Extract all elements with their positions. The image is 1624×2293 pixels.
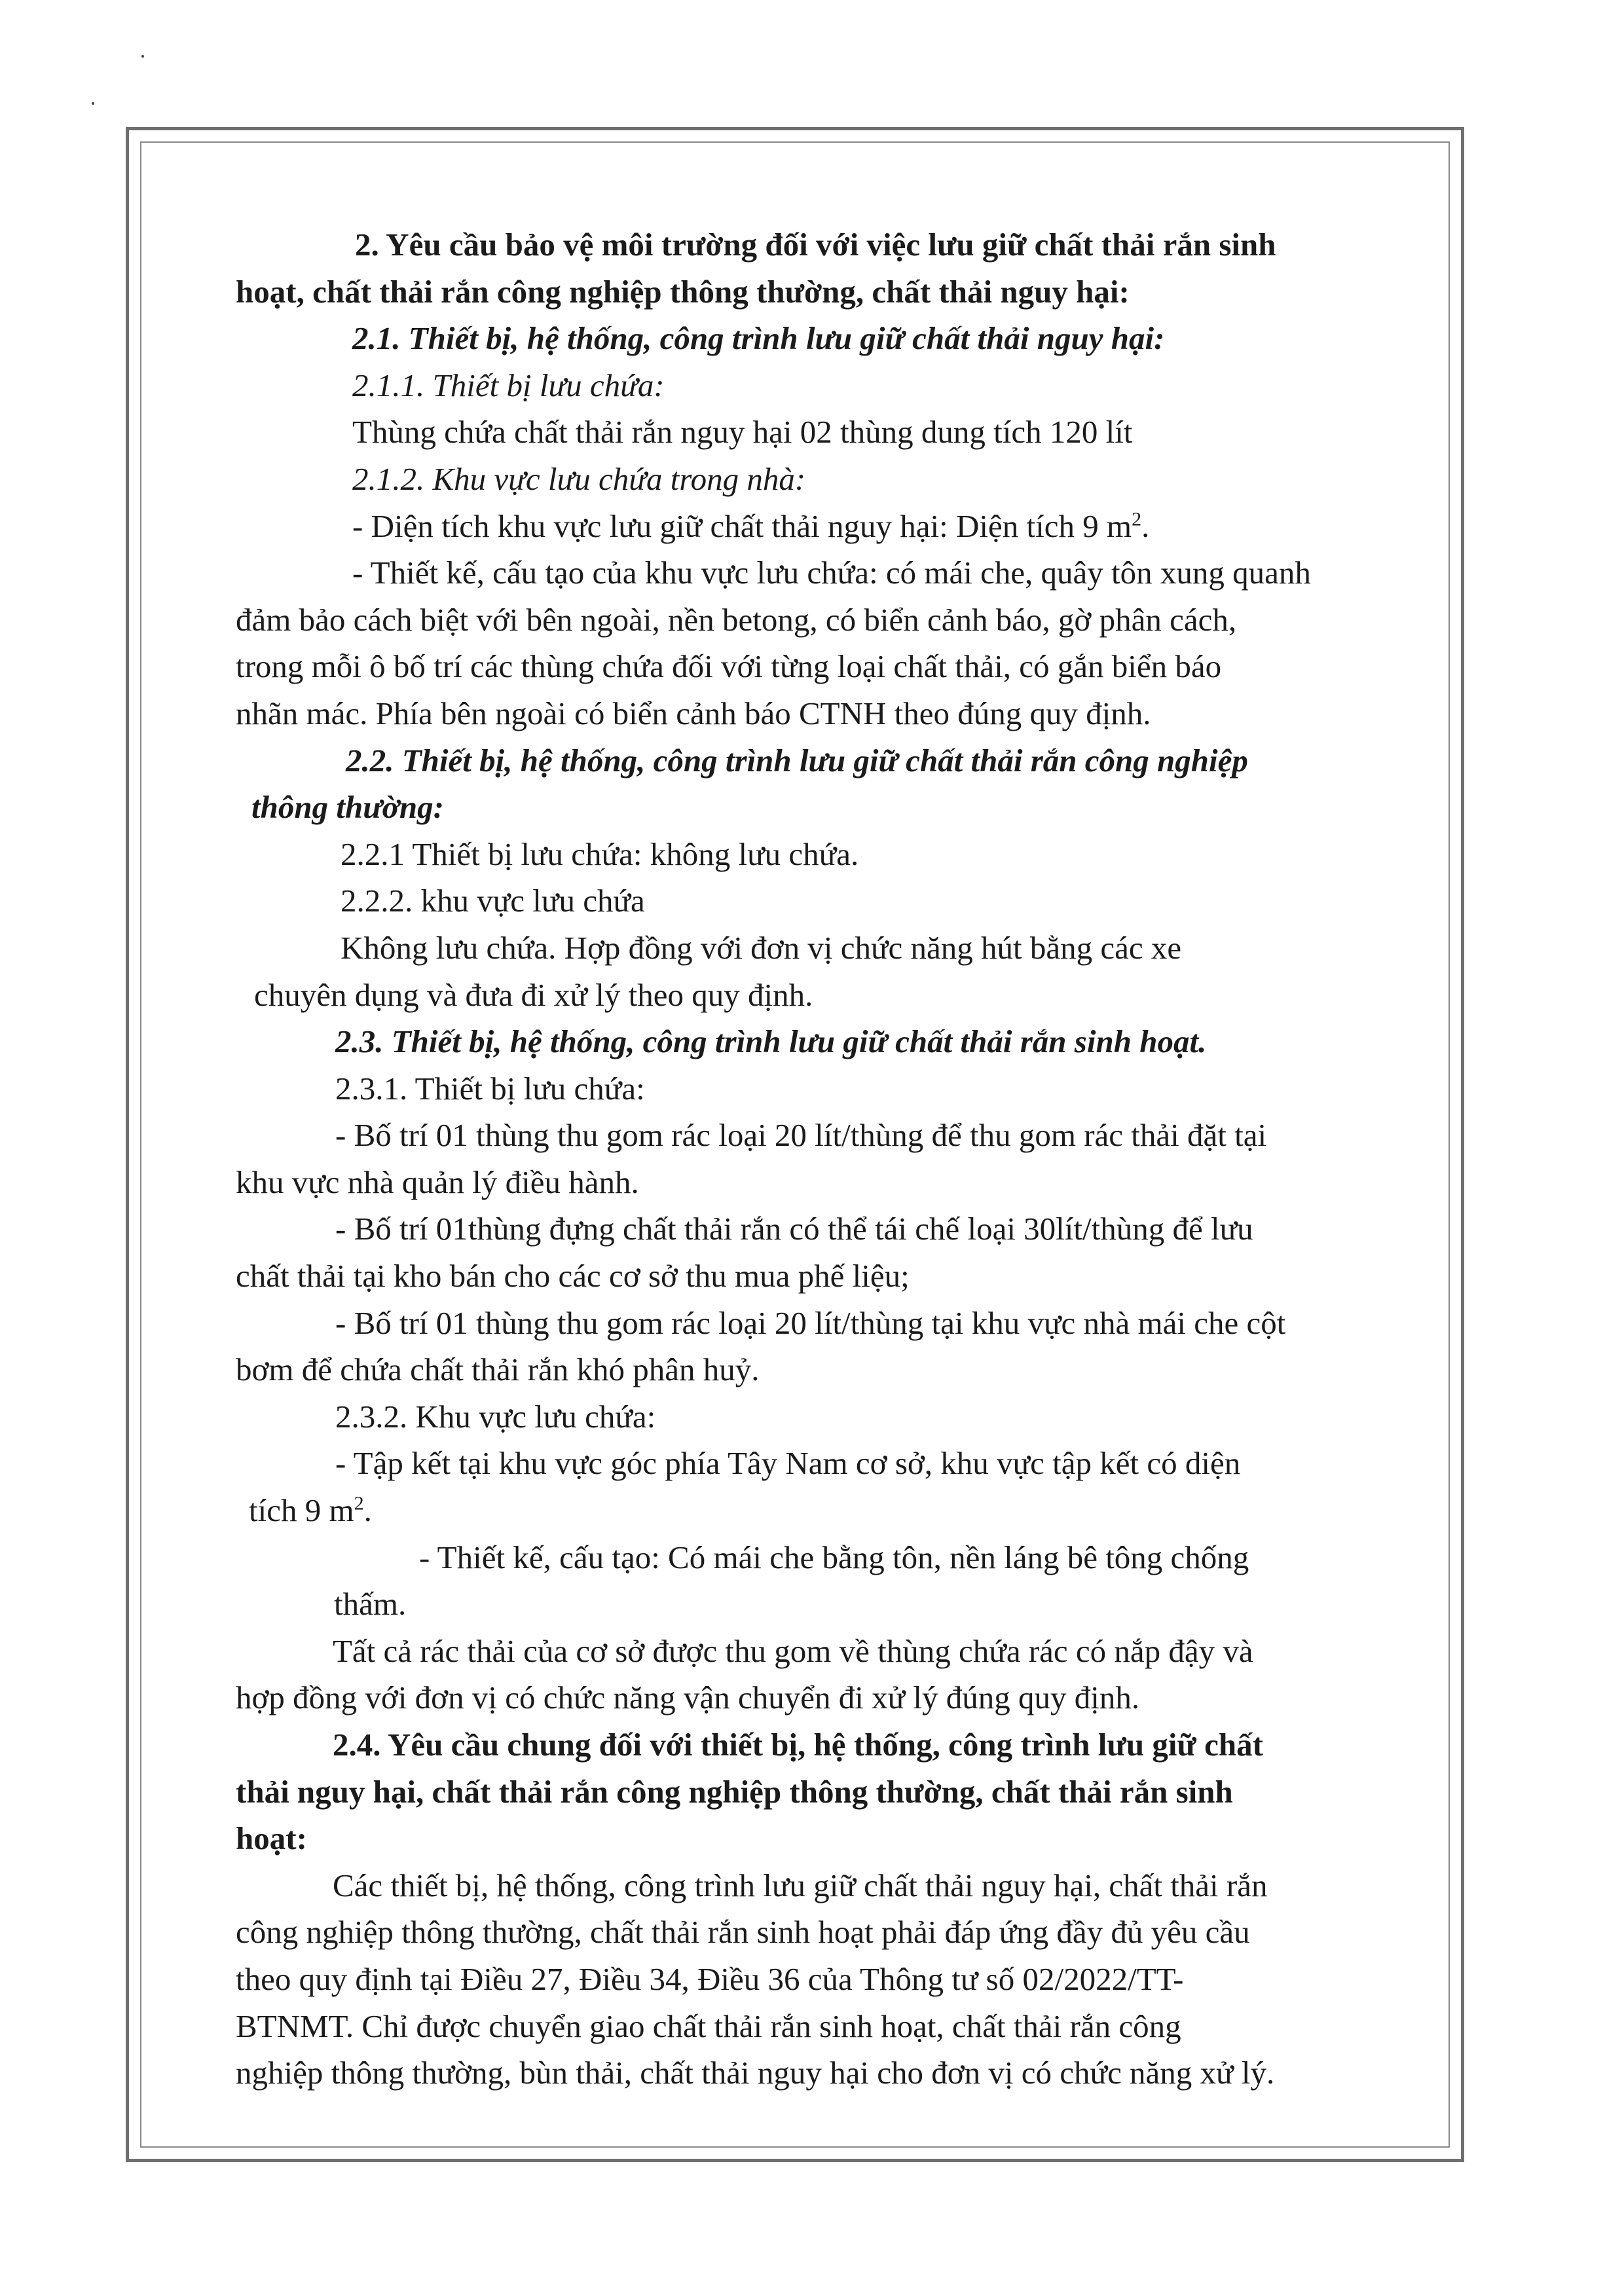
- section-2-4-heading-line-1: 2.4. Yêu cầu chung đối với thiết bị, hệ thống, công trình lưu giữ chất: [333, 1727, 1263, 1763]
- section-2-2-2-text-line-2: chuyên dụng và đưa đi xử lý theo quy định.: [254, 976, 813, 1013]
- area-superscript: 2: [1132, 508, 1142, 530]
- section-2-3-2: 2.3.2. Khu vực lưu chứa:: [335, 1398, 656, 1435]
- scan-speck-2: [92, 102, 94, 105]
- section-2-2-2: 2.2.2. khu vực lưu chứa: [341, 883, 645, 919]
- section-2-3-2-paragraph-line-2: hợp đồng với đơn vị có chức năng vận chuyển đi xử lý đúng quy định.: [236, 1679, 1140, 1716]
- section-2-1-2-heading: 2.1.2. Khu vực lưu chứa trong nhà:: [352, 460, 806, 497]
- section-2-4-paragraph-line-5: nghiệp thông thường, bùn thải, chất thải nguy hại cho đơn vị có chức năng xử lý.: [236, 2055, 1275, 2091]
- section-2-3-2-item-2-line-1: - Thiết kế, cấu tạo: Có mái che bằng tôn, nền láng bê tông chống: [419, 1539, 1249, 1575]
- section-2-3-heading: 2.3. Thiết bị, hệ thống, công trình lưu giữ chất thải rắn sinh hoạt.: [335, 1023, 1207, 1060]
- section-2-3-1-item-2-line-2: chất thải tại kho bán cho các cơ sở thu mua phế liệu;: [236, 1258, 910, 1294]
- area-text: - Diện tích khu vực lưu giữ chất thải nguy hại: Diện tích 9 m: [352, 507, 1132, 544]
- tap-ket-area-end: .: [363, 1492, 372, 1529]
- section-2-1-2-design-line-4: nhãn mác. Phía bên ngoài có biển cảnh báo CTNH theo đúng quy định.: [236, 695, 1151, 731]
- scan-speck-1: [141, 55, 144, 58]
- section-2-1-2-design-line-3: trong mỗi ô bố trí các thùng chứa đối với từng loại chất thải, có gắn biển báo: [236, 648, 1222, 685]
- section-2-2-2-text-line-1: Không lưu chứa. Hợp đồng với đơn vị chức năng hút bằng các xe: [341, 929, 1182, 966]
- section-2-3-2-paragraph-line-1: Tất cả rác thải của cơ sở được thu gom về thùng chứa rác có nắp đậy và: [333, 1632, 1253, 1669]
- section-2-1-2-area: [236, 503, 1447, 550]
- section-2-1-heading: 2.1. Thiết bị, hệ thống, công trình lưu giữ chất thải nguy hại:: [352, 320, 1165, 357]
- section-2-heading-line-1: 2. Yêu cầu bảo vệ môi trường đối với việc lưu giữ chất thải rắn sinh: [355, 227, 1276, 263]
- section-2-3-1-item-1-line-2: khu vực nhà quản lý điều hành.: [236, 1164, 639, 1200]
- section-2-3-2-item-2-line-2: thấm.: [334, 1586, 407, 1623]
- section-2-3-2-item-1-line-2: [236, 1487, 1447, 1534]
- section-2-4-paragraph-line-4: BTNMT. Chỉ được chuyển giao chất thải rắn sinh hoạt, chất thải rắn công: [236, 2008, 1181, 2044]
- section-2-1-1-text: Thùng chứa chất thải rắn nguy hại 02 thùng dung tích 120 lít: [352, 414, 1133, 450]
- section-2-4-paragraph-line-2: công nghiệp thông thường, chất thải rắn sinh hoạt phải đáp ứng đầy đủ yêu cầu: [236, 1914, 1250, 1951]
- section-2-4-paragraph-line-3: theo quy định tại Điều 27, Điều 34, Điều 36 của Thông tư số 02/2022/TT-: [236, 1960, 1184, 1997]
- section-2-heading-line-2: hoạt, chất thải rắn công nghiệp thông thường, chất thải nguy hại:: [236, 273, 1130, 310]
- section-2-2-heading-line-2: thông thường:: [251, 789, 444, 826]
- tap-ket-area-superscript: 2: [354, 1492, 364, 1514]
- section-2-3-1-item-3-line-1: - Bố trí 01 thùng thu gom rác loại 20 lít/thùng tại khu vực nhà mái che cột: [335, 1304, 1286, 1341]
- section-2-1-1-heading: 2.1.1. Thiết bị lưu chứa:: [352, 367, 665, 403]
- section-2-3-1-item-3-line-2: bơm để chứa chất thải rắn khó phân huỷ.: [236, 1351, 760, 1388]
- section-2-3-1-item-2-line-1: - Bố trí 01thùng đựng chất thải rắn có thể tái chế loại 30lít/thùng để lưu: [335, 1211, 1253, 1247]
- tap-ket-area-text: tích 9 m: [249, 1492, 354, 1529]
- section-2-3-2-item-1-line-1: - Tập kết tại khu vực góc phía Tây Nam cơ sở, khu vực tập kết có diện: [335, 1445, 1241, 1482]
- document-body: [236, 221, 1447, 2097]
- section-2-3-1-item-1-line-1: - Bố trí 01 thùng thu gom rác loại 20 lít/thùng để thu gom rác thải đặt tại: [335, 1117, 1267, 1154]
- section-2-1-2-design-line-1: - Thiết kế, cấu tạo của khu vực lưu chứa: có mái che, quây tôn xung quanh: [352, 555, 1311, 591]
- section-2-4-heading-line-3: hoạt:: [236, 1820, 307, 1857]
- section-2-4-paragraph-line-1: Các thiết bị, hệ thống, công trình lưu giữ chất thải nguy hại, chất thải rắn: [333, 1867, 1268, 1903]
- section-2-2-heading-line-1: 2.2. Thiết bị, hệ thống, công trình lưu giữ chất thải rắn công nghiệp: [346, 742, 1248, 779]
- section-2-1-2-design-line-2: đảm bảo cách biệt với bên ngoài, nền betong, có biển cảnh báo, gờ phân cách,: [236, 601, 1237, 638]
- section-2-4-heading-line-2: thải nguy hại, chất thải rắn công nghiệp thông thường, chất thải rắn sinh: [236, 1773, 1233, 1810]
- section-2-3-1: 2.3.1. Thiết bị lưu chứa:: [335, 1070, 645, 1107]
- section-2-2-1: 2.2.1 Thiết bị lưu chứa: không lưu chứa.: [341, 835, 859, 872]
- area-end: .: [1141, 507, 1150, 544]
